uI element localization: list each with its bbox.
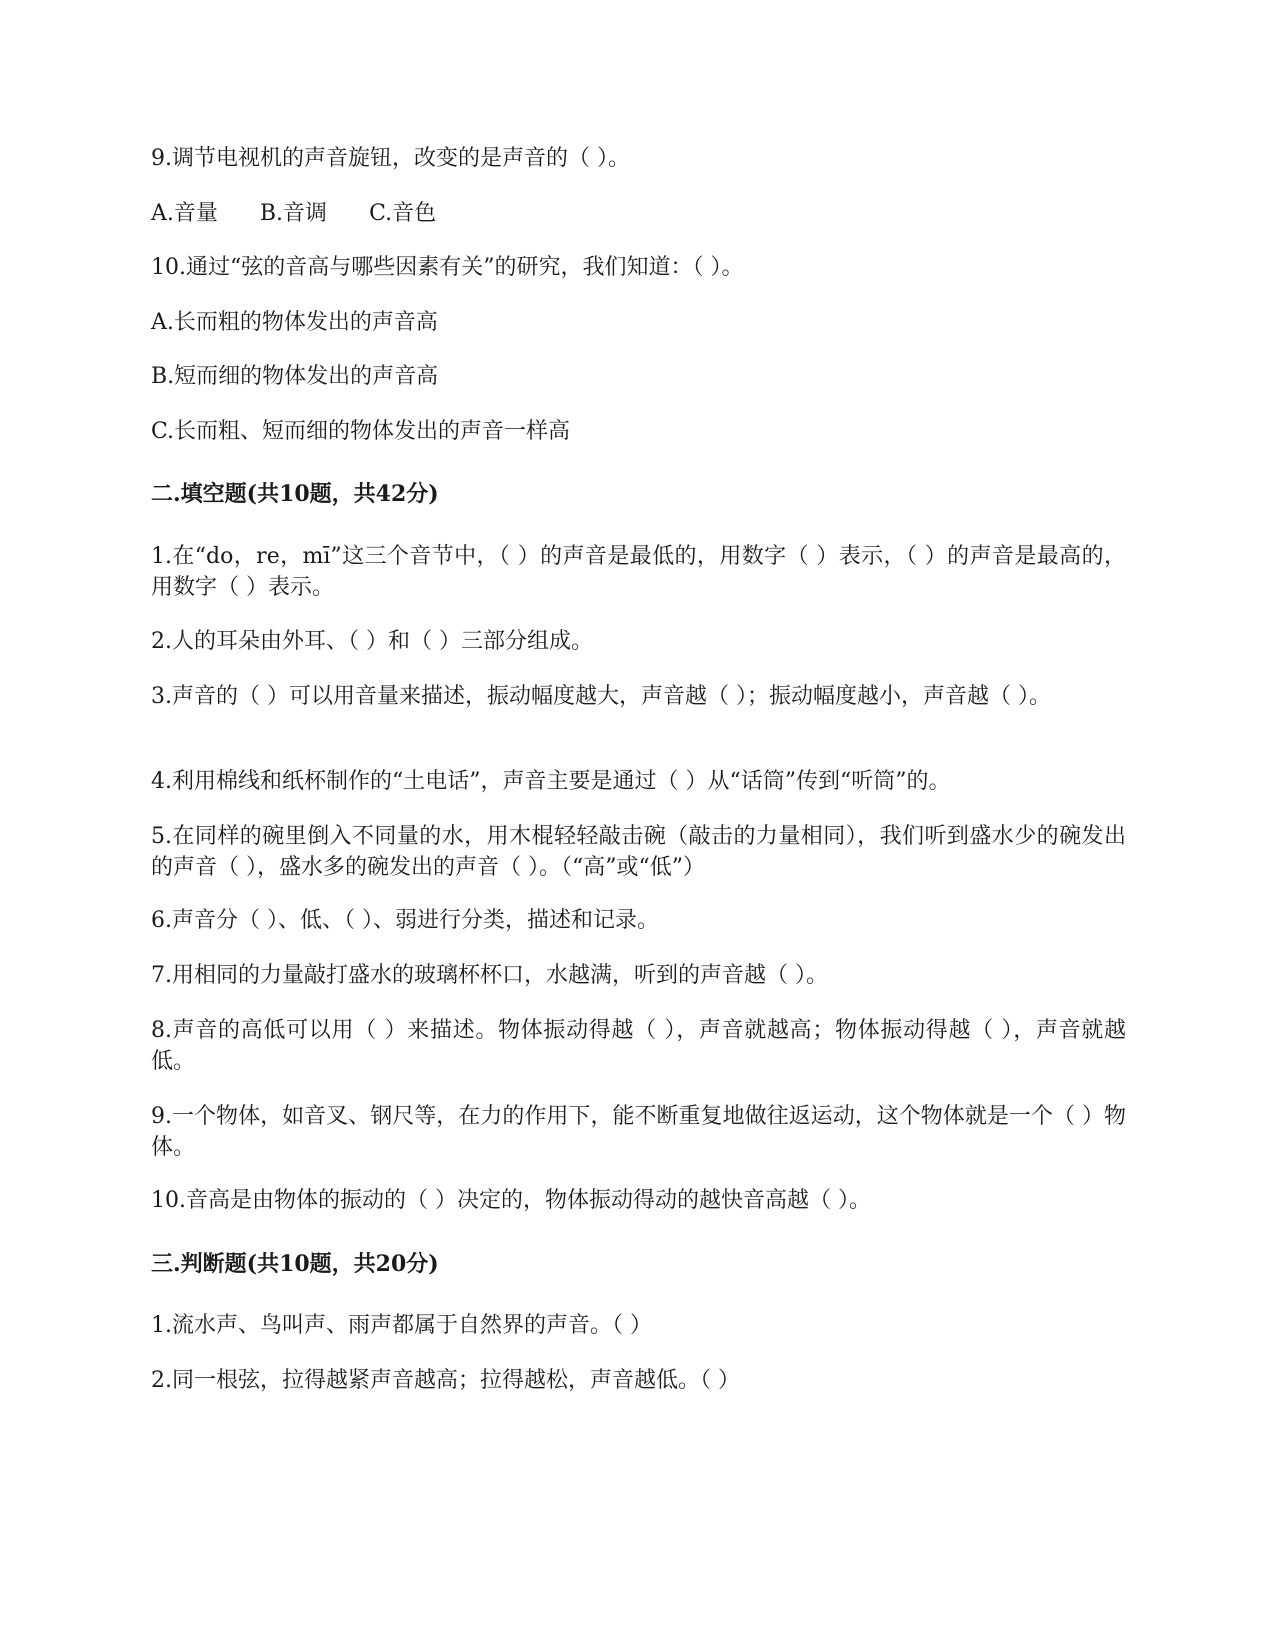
section-heading-fill-blank: 二.填空题(共10题，共42分) [151, 481, 439, 507]
fill-blank-item-2: 2.人的耳朵由外耳、（ ）和（ ）三部分组成。 [151, 629, 593, 654]
question-10-option-c: C.长而粗、短而细的物体发出的声音一样高 [151, 419, 571, 444]
fill-blank-item-1: 1.在“do，re，mī”这三个音节中，（ ）的声音是最低的，用数字（ ）表示，（ ）的声音是最高的，用数字（ ）表示。 [151, 544, 1126, 600]
option-a: A.音量 [151, 201, 218, 226]
question-9-options [151, 199, 478, 229]
fill-blank-item-4: 4.利用棉线和纸杯制作的“土电话”，声音主要是通过（ ）从“话筒”传到“听筒”的。 [151, 769, 951, 794]
fill-blank-item-10: 10.音高是由物体的振动的（ ）决定的，物体振动得动的越快音高越（ ）。 [151, 1188, 871, 1213]
fill-blank-item-3: 3.声音的（ ）可以用音量来描述，振动幅度越大，声音越（ ）；振动幅度越小，声音越（ ）。 [151, 684, 1051, 709]
fill-blank-item-7: 7.用相同的力量敲打盛水的玻璃杯杯口，水越满，听到的声音越（ ）。 [151, 963, 828, 988]
fill-blank-item-9: 9.一个物体，如音叉、钢尺等，在力的作用下，能不断重复地做往返运动，这个物体就是一个（ ）物体。 [151, 1104, 1126, 1160]
question-10-option-b: B.短而细的物体发出的声音高 [151, 364, 439, 389]
fill-blank-item-8: 8.声音的高低可以用（ ）来描述。物体振动得越（ ），声音就越高；物体振动得越（ ），声音就越低。 [151, 1018, 1126, 1074]
fill-blank-item-6: 6.声音分（ ）、低、（ ）、弱进行分类，描述和记录。 [151, 908, 659, 933]
question-10: 10.通过“弦的音高与哪些因素有关”的研究，我们知道：（ ）。 [151, 255, 744, 280]
true-false-item-1: 1.流水声、鸟叫声、雨声都属于自然界的声音。（ ） [151, 1313, 652, 1338]
section-heading-true-false: 三.判断题(共10题，共20分) [151, 1251, 439, 1277]
fill-blank-item-5: 5.在同样的碗里倒入不同量的水，用木棍轻轻敲击碗（敲击的力量相同），我们听到盛水少的碗发出的声音（ ），盛水多的碗发出的声音（ ）。（“高”或“低”） [151, 824, 1126, 880]
question-10-option-a: A.长而粗的物体发出的声音高 [151, 310, 438, 335]
option-b: B.音调 [259, 201, 328, 226]
true-false-item-2: 2.同一根弦，拉得越紧声音越高；拉得越松，声音越低。（ ） [151, 1368, 740, 1393]
question-9: 9.调节电视机的声音旋钮，改变的是声音的（ ）。 [151, 146, 630, 171]
option-c: C.音色 [369, 201, 437, 226]
